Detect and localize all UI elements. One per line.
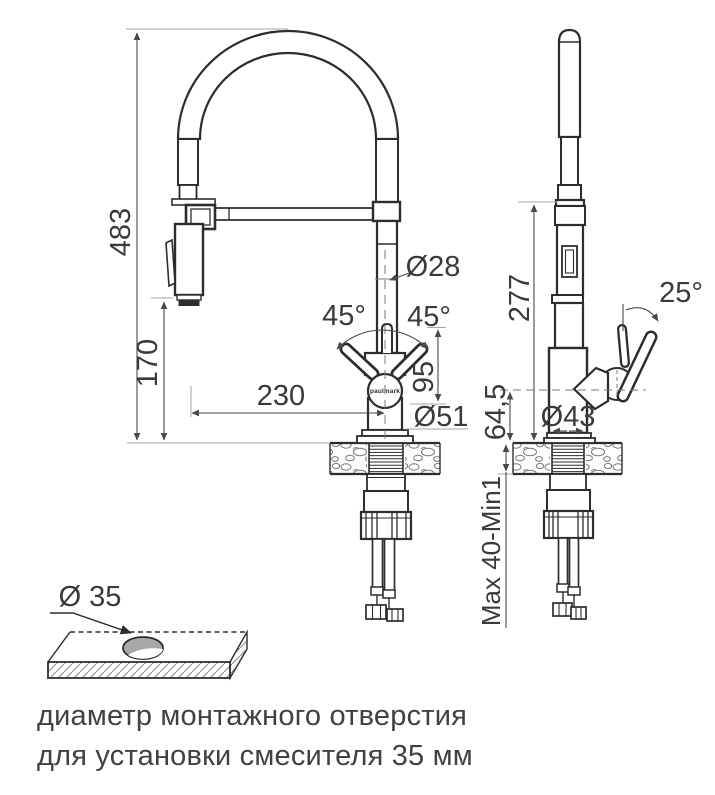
dim-hole-diameter: Ø 35 <box>58 581 122 613</box>
dim-mount-thickness-range: Max 40-Min1 <box>476 475 507 627</box>
countertop-front <box>330 443 440 474</box>
under-counter-side <box>544 474 593 619</box>
brand-logo-text: paulmark <box>369 388 401 396</box>
supply-hose <box>373 539 383 589</box>
mounting-nut-front <box>361 512 411 539</box>
dim-handle-tilt-angle: 25° <box>659 277 703 309</box>
holder-bracket-side <box>555 206 585 225</box>
spray-head-clip <box>166 240 175 286</box>
dim-body-height: 277 <box>504 273 537 323</box>
mounting-hole-detail <box>48 581 247 678</box>
dim-base-diameter-front: Ø51 <box>413 401 469 433</box>
dim-hub-height: 64,5 <box>480 383 513 441</box>
dim-spout-reach: 230 <box>256 380 306 412</box>
front-view <box>105 29 468 621</box>
countertop-slab-front <box>48 662 230 678</box>
column-side <box>555 303 583 348</box>
spout-arch <box>178 31 398 139</box>
spray-holder-arm <box>172 199 400 229</box>
spray-head-side <box>559 30 580 137</box>
supply-hose <box>559 538 568 586</box>
side-dimensions <box>476 202 703 628</box>
hose-segment-side <box>561 137 578 185</box>
supply-hose <box>570 538 579 589</box>
center-stem <box>382 324 392 353</box>
dim-total-height: 483 <box>105 207 138 257</box>
tilt-angle-arc <box>626 308 658 321</box>
dim-base-diameter-side: Ø43 <box>540 401 596 433</box>
spout-left-leg <box>178 139 198 185</box>
mounting-nut-side <box>544 511 593 538</box>
dim-spout-pipe-diameter: Ø28 <box>405 251 461 283</box>
aerator <box>179 300 200 306</box>
caption-line-2: для установки смесителя 35 мм <box>37 740 473 772</box>
spray-head <box>166 224 203 306</box>
dim-handle-angle-right: 45° <box>407 301 451 333</box>
countertop-side <box>513 443 622 474</box>
supply-hose <box>385 539 395 592</box>
spout-right-leg <box>376 139 398 202</box>
side-view <box>476 30 703 628</box>
front-dimensions <box>105 29 468 443</box>
caption-line-1: диаметр монтажного отверстия <box>37 700 468 732</box>
under-counter-front <box>361 474 411 621</box>
dim-outlet-height: 170 <box>132 338 165 388</box>
dim-handle-angle-left: 45° <box>322 300 366 332</box>
hole-leader <box>50 613 131 633</box>
dim-handle-span-height: 95 <box>408 360 441 394</box>
caption <box>37 696 473 776</box>
